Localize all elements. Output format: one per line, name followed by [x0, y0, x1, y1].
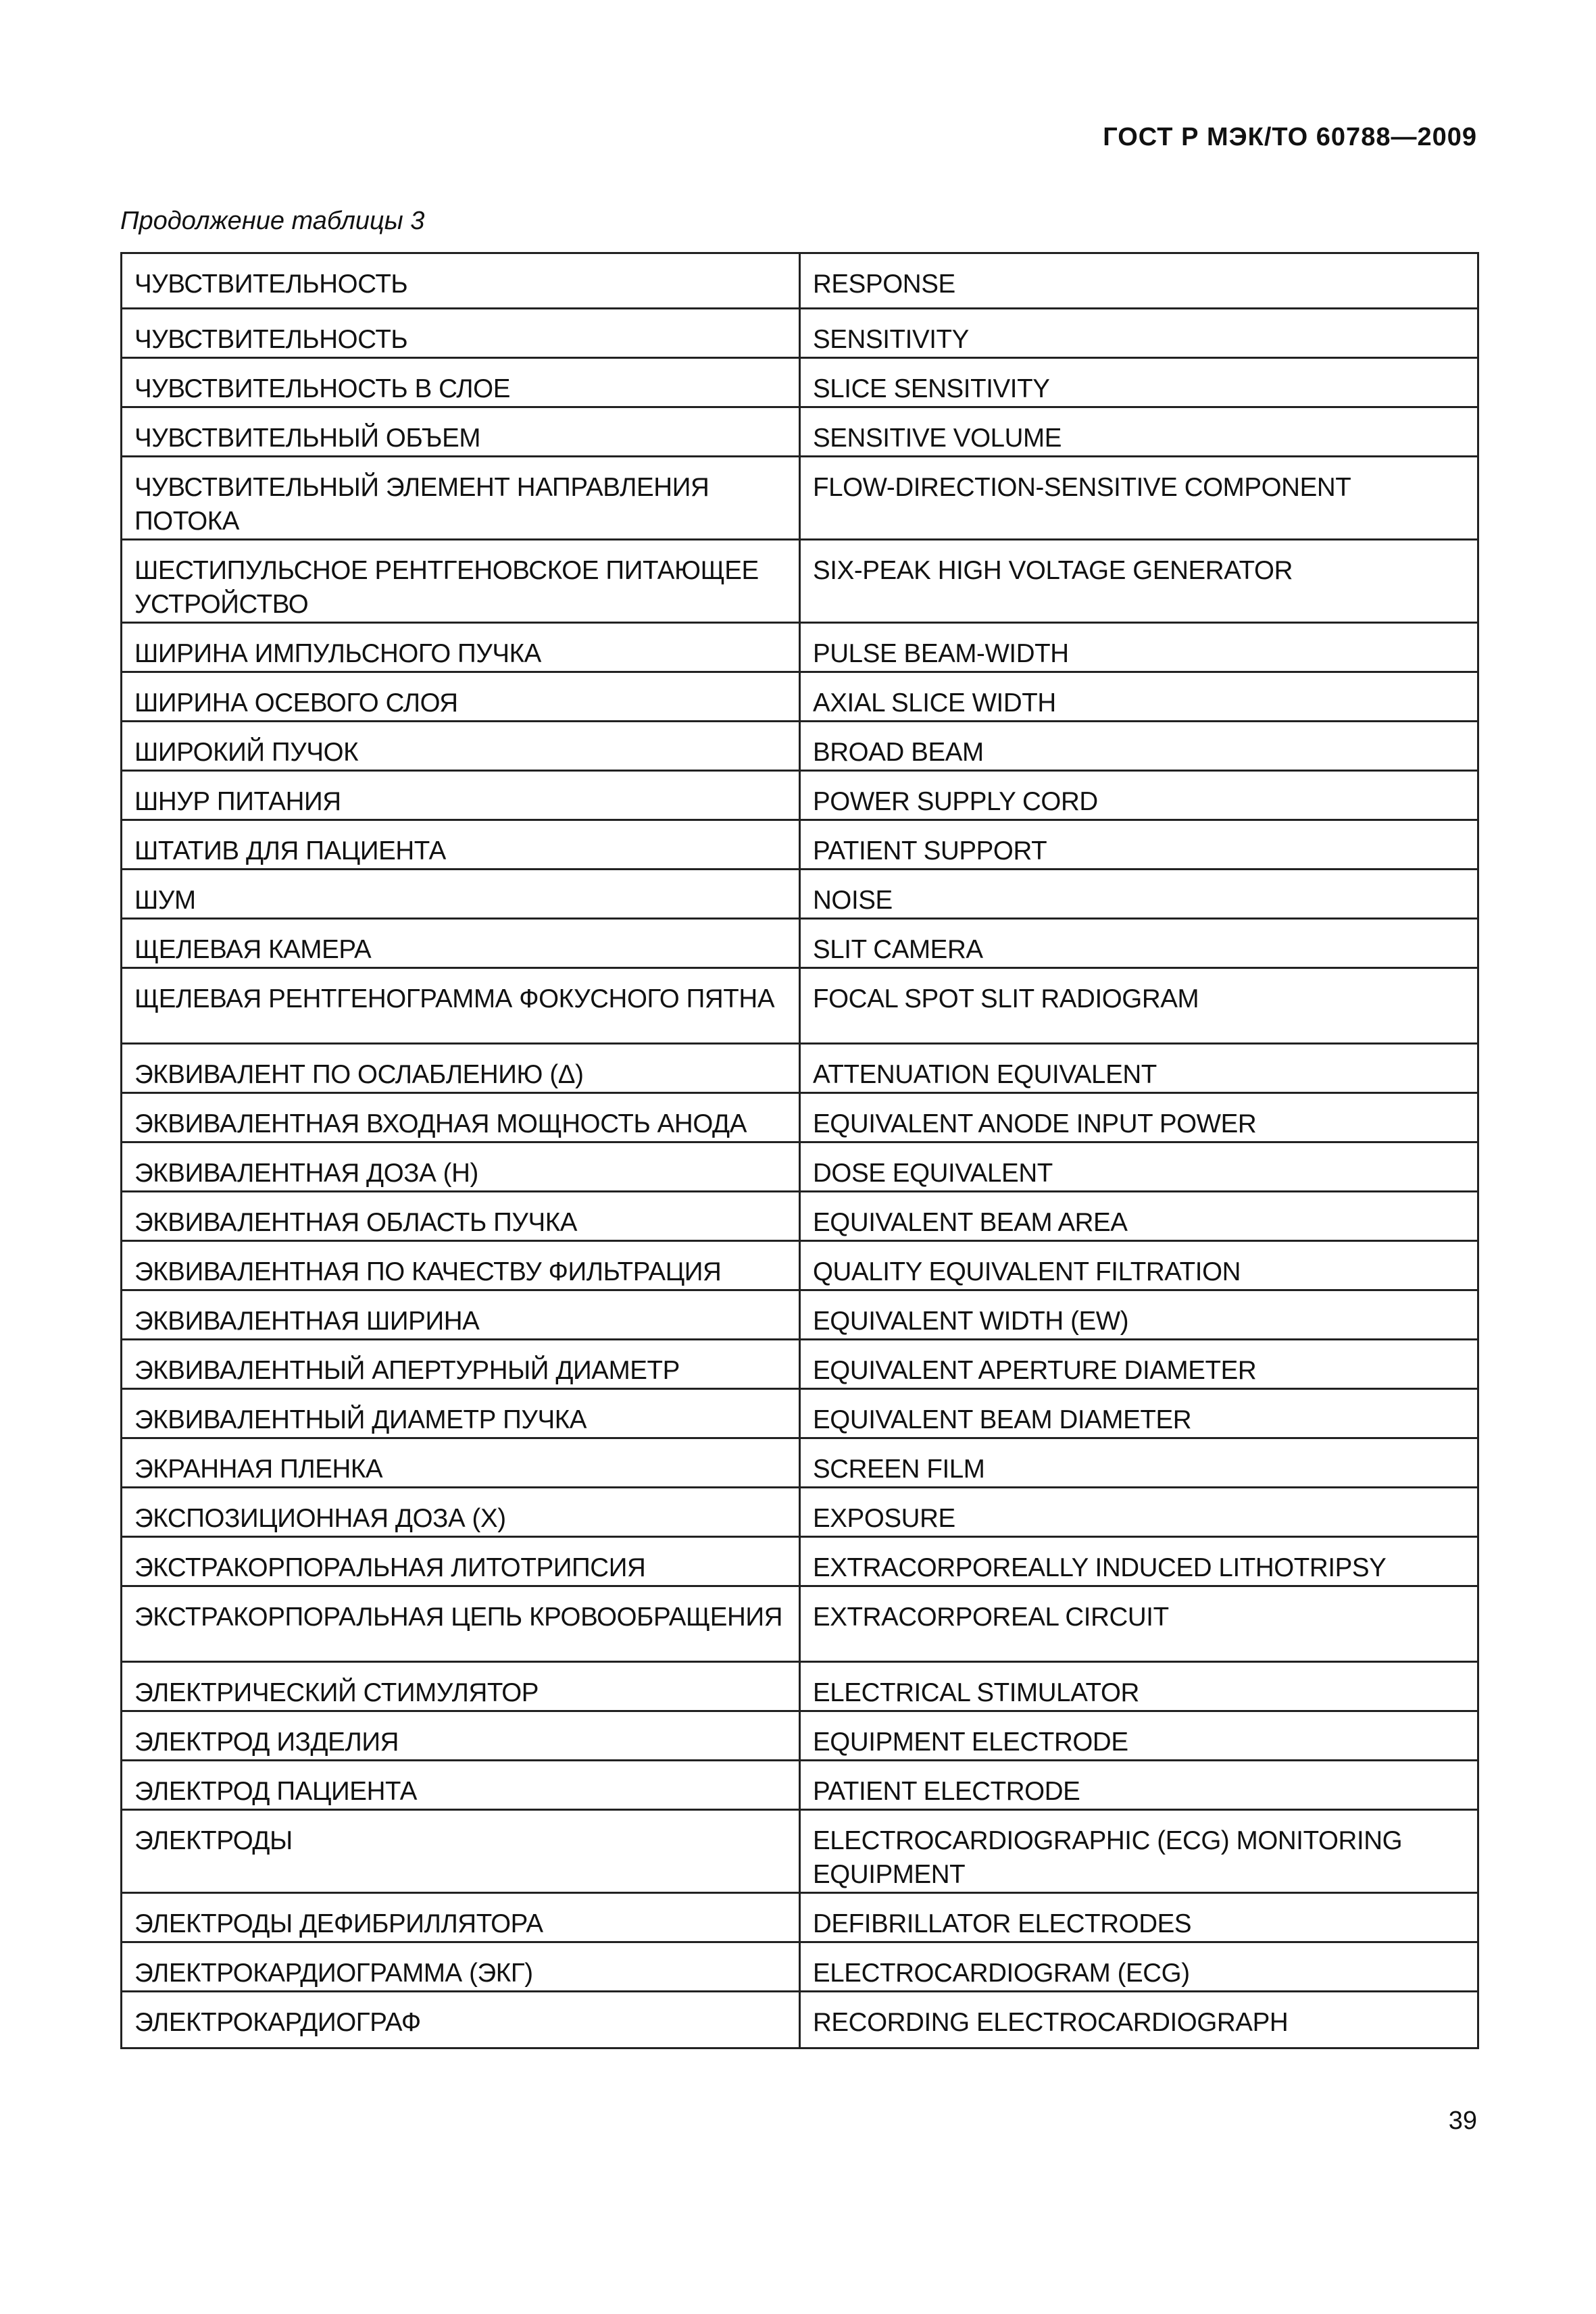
term-english: PATIENT SUPPORT [800, 820, 1478, 870]
term-english: NOISE [800, 870, 1478, 919]
table-row [122, 1537, 1478, 1586]
term-russian: ЭКСТРАКОРПОРАЛЬНАЯ ЦЕПЬ КРОВООБРАЩЕНИЯ [122, 1586, 800, 1662]
table-row [122, 358, 1478, 407]
table-row [122, 919, 1478, 968]
term-russian: ЭКВИВАЛЕНТ ПО ОСЛАБЛЕНИЮ (Δ) [122, 1044, 800, 1093]
term-russian: ЭКРАННАЯ ПЛЕНКА [122, 1438, 800, 1488]
term-russian: ЭЛЕКТРОДЫ ДЕФИБРИЛЛЯТОРА [122, 1893, 800, 1942]
term-english: ELECTRICAL STIMULATOR [800, 1662, 1478, 1711]
table-row [122, 457, 1478, 540]
table-row [122, 722, 1478, 771]
term-russian: ШТАТИВ ДЛЯ ПАЦИЕНТА [122, 820, 800, 870]
term-russian: ЭЛЕКТРОКАРДИОГРАММА (ЭКГ) [122, 1942, 800, 1992]
table-row [122, 968, 1478, 1044]
term-russian: ШИРИНА ОСЕВОГО СЛОЯ [122, 672, 800, 722]
term-english: RESPONSE [800, 253, 1478, 309]
term-russian: ЭЛЕКТРИЧЕСКИЙ СТИМУЛЯТОР [122, 1662, 800, 1711]
term-russian: ЭЛЕКТРОДЫ [122, 1810, 800, 1893]
term-russian: ШНУР ПИТАНИЯ [122, 771, 800, 820]
term-english: DOSE EQUIVALENT [800, 1142, 1478, 1192]
term-english: EXTRACORPOREALLY INDUCED LITHOTRIPSY [800, 1537, 1478, 1586]
term-russian: ЩЕЛЕВАЯ РЕНТГЕНОГРАММА ФОКУСНОГО ПЯТНА [122, 968, 800, 1044]
term-english: QUALITY EQUIVALENT FILTRATION [800, 1241, 1478, 1290]
table-row [122, 1389, 1478, 1438]
term-english: EXPOSURE [800, 1488, 1478, 1537]
term-english: EQUIVALENT APERTURE DIAMETER [800, 1340, 1478, 1389]
table-row [122, 623, 1478, 672]
table-row [122, 540, 1478, 623]
term-russian: ЭКСТРАКОРПОРАЛЬНАЯ ЛИТОТРИПСИЯ [122, 1537, 800, 1586]
table-row [122, 1438, 1478, 1488]
terms-table [120, 252, 1479, 2049]
term-russian: ЧУВСТВИТЕЛЬНЫЙ ЭЛЕМЕНТ НАПРАВЛЕНИЯ ПОТОКА [122, 457, 800, 540]
term-russian: ШИРИНА ИМПУЛЬСНОГО ПУЧКА [122, 623, 800, 672]
table-row [122, 1893, 1478, 1942]
term-russian: ЭКВИВАЛЕНТНАЯ ДОЗА (H) [122, 1142, 800, 1192]
term-english: EXTRACORPOREAL CIRCUIT [800, 1586, 1478, 1662]
term-russian: ЭКВИВАЛЕНТНАЯ ПО КАЧЕСТВУ ФИЛЬТРАЦИЯ [122, 1241, 800, 1290]
page-number: 39 [1448, 2107, 1477, 2135]
table-row [122, 1662, 1478, 1711]
term-russian: ЩЕЛЕВАЯ КАМЕРА [122, 919, 800, 968]
term-english: SLICE SENSITIVITY [800, 358, 1478, 407]
term-english: POWER SUPPLY CORD [800, 771, 1478, 820]
table-row [122, 1942, 1478, 1992]
term-english: PULSE BEAM-WIDTH [800, 623, 1478, 672]
table-row [122, 1192, 1478, 1241]
term-english: ELECTROCARDIOGRAM (ECG) [800, 1942, 1478, 1992]
table-row [122, 1340, 1478, 1389]
terms-table-body [122, 253, 1478, 2048]
table-row [122, 407, 1478, 457]
term-russian: ЭЛЕКТРОД ИЗДЕЛИЯ [122, 1711, 800, 1761]
term-english: EQUIVALENT ANODE INPUT POWER [800, 1093, 1478, 1142]
term-english: DEFIBRILLATOR ELECTRODES [800, 1893, 1478, 1942]
term-english: PATIENT ELECTRODE [800, 1761, 1478, 1810]
term-english: SLIT CAMERA [800, 919, 1478, 968]
term-english: EQUIVALENT WIDTH (EW) [800, 1290, 1478, 1340]
table-row [122, 1093, 1478, 1142]
table-row [122, 1992, 1478, 2048]
term-english: SCREEN FILM [800, 1438, 1478, 1488]
term-russian: ШЕСТИПУЛЬСНОЕ РЕНТГЕНОВСКОЕ ПИТАЮЩЕЕ УСТРОЙСТВО [122, 540, 800, 623]
term-english: ATTENUATION EQUIVALENT [800, 1044, 1478, 1093]
term-russian: ЭКВИВАЛЕНТНАЯ ОБЛАСТЬ ПУЧКА [122, 1192, 800, 1241]
term-english: EQUIPMENT ELECTRODE [800, 1711, 1478, 1761]
term-english: SENSITIVITY [800, 309, 1478, 358]
table-row [122, 1761, 1478, 1810]
term-russian: ЭКВИВАЛЕНТНАЯ ВХОДНАЯ МОЩНОСТЬ АНОДА [122, 1093, 800, 1142]
term-russian: ЭКВИВАЛЕНТНЫЙ АПЕРТУРНЫЙ ДИАМЕТР [122, 1340, 800, 1389]
table-row [122, 1290, 1478, 1340]
term-english: EQUIVALENT BEAM DIAMETER [800, 1389, 1478, 1438]
table-row [122, 1142, 1478, 1192]
term-english: EQUIVALENT BEAM AREA [800, 1192, 1478, 1241]
table-row [122, 1711, 1478, 1761]
term-russian: ЧУВСТВИТЕЛЬНОСТЬ В СЛОЕ [122, 358, 800, 407]
term-russian: ЧУВСТВИТЕЛЬНЫЙ ОБЪЕМ [122, 407, 800, 457]
term-russian: ЭКВИВАЛЕНТНЫЙ ДИАМЕТР ПУЧКА [122, 1389, 800, 1438]
term-russian: ЭКВИВАЛЕНТНАЯ ШИРИНА [122, 1290, 800, 1340]
term-english: FLOW-DIRECTION-SENSITIVE COMPONENT [800, 457, 1478, 540]
table-row [122, 870, 1478, 919]
term-russian: ШИРОКИЙ ПУЧОК [122, 722, 800, 771]
table-row [122, 253, 1478, 309]
table-caption: Продолжение таблицы 3 [120, 207, 425, 235]
table-row [122, 1241, 1478, 1290]
table-row [122, 672, 1478, 722]
term-english: SIX-PEAK HIGH VOLTAGE GENERATOR [800, 540, 1478, 623]
term-russian: ЭКСПОЗИЦИОННАЯ ДОЗА (X) [122, 1488, 800, 1537]
table-row [122, 771, 1478, 820]
term-english: AXIAL SLICE WIDTH [800, 672, 1478, 722]
table-row [122, 1488, 1478, 1537]
term-russian: ЭЛЕКТРОКАРДИОГРАФ [122, 1992, 800, 2048]
term-english: FOCAL SPOT SLIT RADIOGRAM [800, 968, 1478, 1044]
table-row [122, 1586, 1478, 1662]
standard-header: ГОСТ Р МЭК/ТО 60788—2009 [1103, 123, 1477, 151]
term-russian: ШУМ [122, 870, 800, 919]
term-russian: ЧУВСТВИТЕЛЬНОСТЬ [122, 309, 800, 358]
term-english: BROAD BEAM [800, 722, 1478, 771]
term-russian: ЭЛЕКТРОД ПАЦИЕНТА [122, 1761, 800, 1810]
term-english: SENSITIVE VOLUME [800, 407, 1478, 457]
table-row [122, 820, 1478, 870]
term-russian: ЧУВСТВИТЕЛЬНОСТЬ [122, 253, 800, 309]
table-row [122, 309, 1478, 358]
table-row [122, 1810, 1478, 1893]
term-english: ELECTROCARDIOGRAPHIC (ECG) MONITORING EQUIPMENT [800, 1810, 1478, 1893]
term-english: RECORDING ELECTROCARDIOGRAPH [800, 1992, 1478, 2048]
table-row [122, 1044, 1478, 1093]
